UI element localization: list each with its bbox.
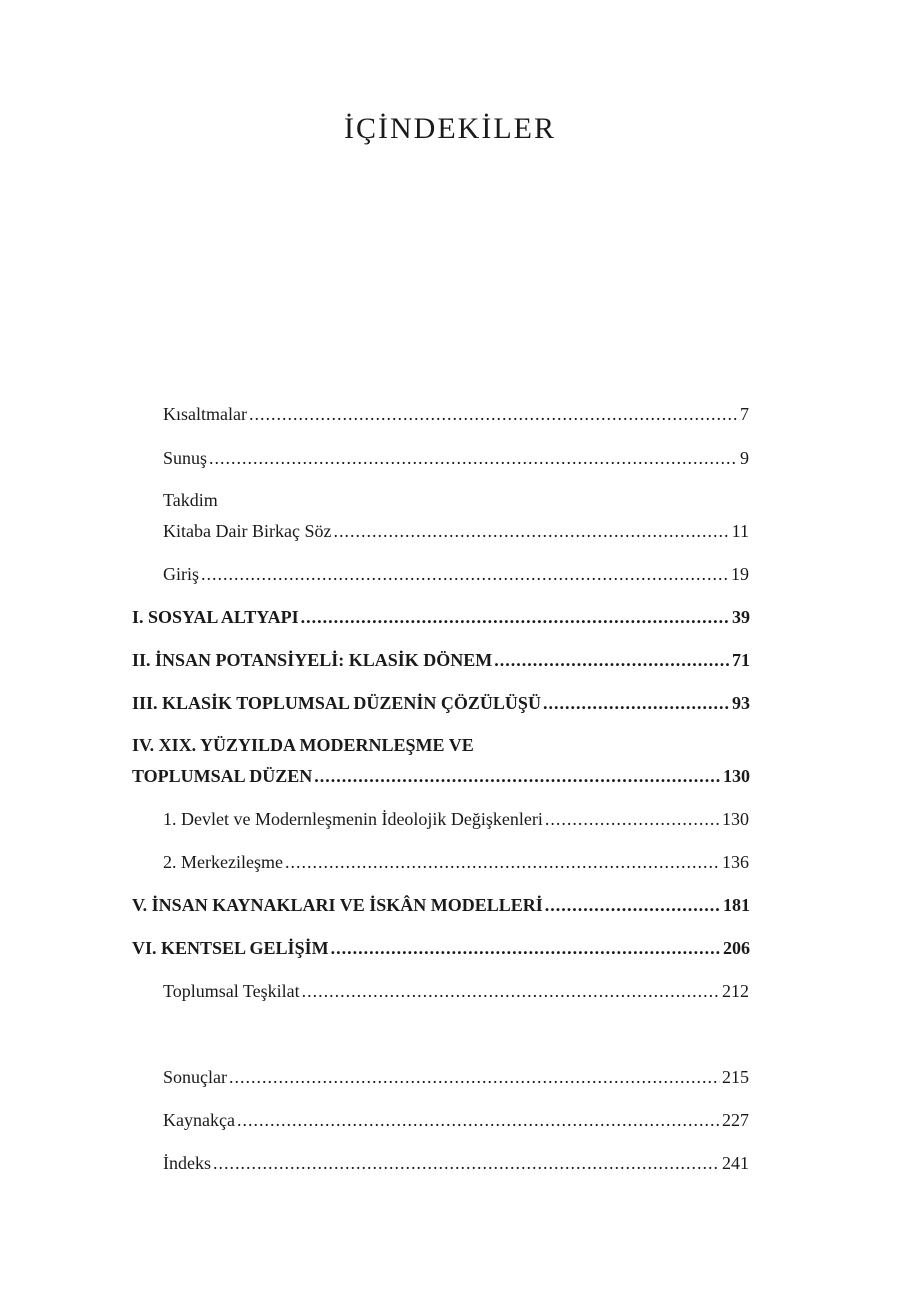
toc-entry-page: 93 xyxy=(732,693,750,713)
toc-chapter xyxy=(132,648,750,672)
toc-entry-label: I. SOSYAL ALTYAPI xyxy=(132,607,299,627)
toc-entry-label: TOPLUMSAL DÜZEN xyxy=(132,766,313,786)
dot-leader xyxy=(229,1065,720,1089)
toc-entry-page: 136 xyxy=(722,852,749,872)
toc-entry xyxy=(163,402,749,426)
toc-entry xyxy=(163,519,749,543)
toc-chapter xyxy=(132,893,750,917)
toc-entry-page: 227 xyxy=(722,1110,749,1130)
page-title: İÇİNDEKİLER xyxy=(344,112,556,145)
toc-entry xyxy=(163,1108,749,1132)
toc-entry xyxy=(163,1065,749,1089)
toc-entry-page: 9 xyxy=(740,448,749,468)
toc-entry-label: Giriş xyxy=(163,564,199,584)
toc-chapter xyxy=(132,764,750,788)
toc-entry-label: Sunuş xyxy=(163,448,208,468)
toc-entry-label: V. İNSAN KAYNAKLARI VE İSKÂN MODELLERİ xyxy=(132,895,543,915)
dot-leader xyxy=(545,807,720,831)
dot-leader xyxy=(494,648,730,672)
toc-chapter-pretitle: IV. XIX. YÜZYILDA MODERNLEŞME VE xyxy=(132,735,474,755)
toc-chapter xyxy=(132,691,750,715)
dot-leader xyxy=(543,691,730,715)
toc-entry-page: 181 xyxy=(723,895,750,915)
toc-entry-label: İndeks xyxy=(163,1153,211,1173)
toc-entry-page: 215 xyxy=(722,1067,749,1087)
toc-entry-page: 241 xyxy=(722,1153,749,1173)
toc-entry-page: 11 xyxy=(731,521,749,541)
toc-entry xyxy=(163,979,749,1003)
toc-entry-label: II. İNSAN POTANSİYELİ: KLASİK DÖNEM xyxy=(132,650,493,670)
toc-entry xyxy=(163,850,749,874)
dot-leader xyxy=(301,605,730,629)
toc-entry-label: Kısaltmalar xyxy=(163,404,247,424)
dot-leader xyxy=(213,1151,720,1175)
toc-entry-label: Kitaba Dair Birkaç Söz xyxy=(163,521,332,541)
dot-leader xyxy=(209,446,738,470)
toc-chapter xyxy=(132,936,750,960)
toc-entry-label: Sonuçlar xyxy=(163,1067,227,1087)
toc-entry-page: 19 xyxy=(731,564,749,584)
dot-leader xyxy=(285,850,720,874)
toc-entry-pretitle: Takdim xyxy=(163,490,218,510)
toc-entry-label: Kaynakça xyxy=(163,1110,235,1130)
toc-entry xyxy=(163,562,749,586)
toc-entry-page: 39 xyxy=(732,607,750,627)
dot-leader xyxy=(201,562,729,586)
toc-entry-label: 1. Devlet ve Modernleşmenin İdeolojik Değişkenleri xyxy=(163,809,543,829)
toc-entry-page: 130 xyxy=(722,809,749,829)
toc-entry xyxy=(163,807,749,831)
dot-leader xyxy=(545,893,721,917)
toc-entry-label: VI. KENTSEL GELİŞİM xyxy=(132,938,329,958)
dot-leader xyxy=(249,402,738,426)
toc-entry-page: 130 xyxy=(723,766,750,786)
dot-leader xyxy=(302,979,720,1003)
toc-entry xyxy=(163,446,749,470)
dot-leader xyxy=(314,764,721,788)
toc-entry xyxy=(163,1151,749,1175)
toc-entry-label: 2. Merkezileşme xyxy=(163,852,283,872)
toc-entry-page: 206 xyxy=(723,938,750,958)
toc-entry-page: 7 xyxy=(740,404,749,424)
toc-entry-page: 71 xyxy=(732,650,750,670)
dot-leader xyxy=(331,936,721,960)
toc-chapter xyxy=(132,605,750,629)
dot-leader xyxy=(333,519,729,543)
toc-entry-label: III. KLASİK TOPLUMSAL DÜZENİN ÇÖZÜLÜŞÜ xyxy=(132,693,541,713)
dot-leader xyxy=(237,1108,720,1132)
toc-entry-label: Toplumsal Teşkilat xyxy=(163,981,300,1001)
toc-entry-page: 212 xyxy=(722,981,749,1001)
